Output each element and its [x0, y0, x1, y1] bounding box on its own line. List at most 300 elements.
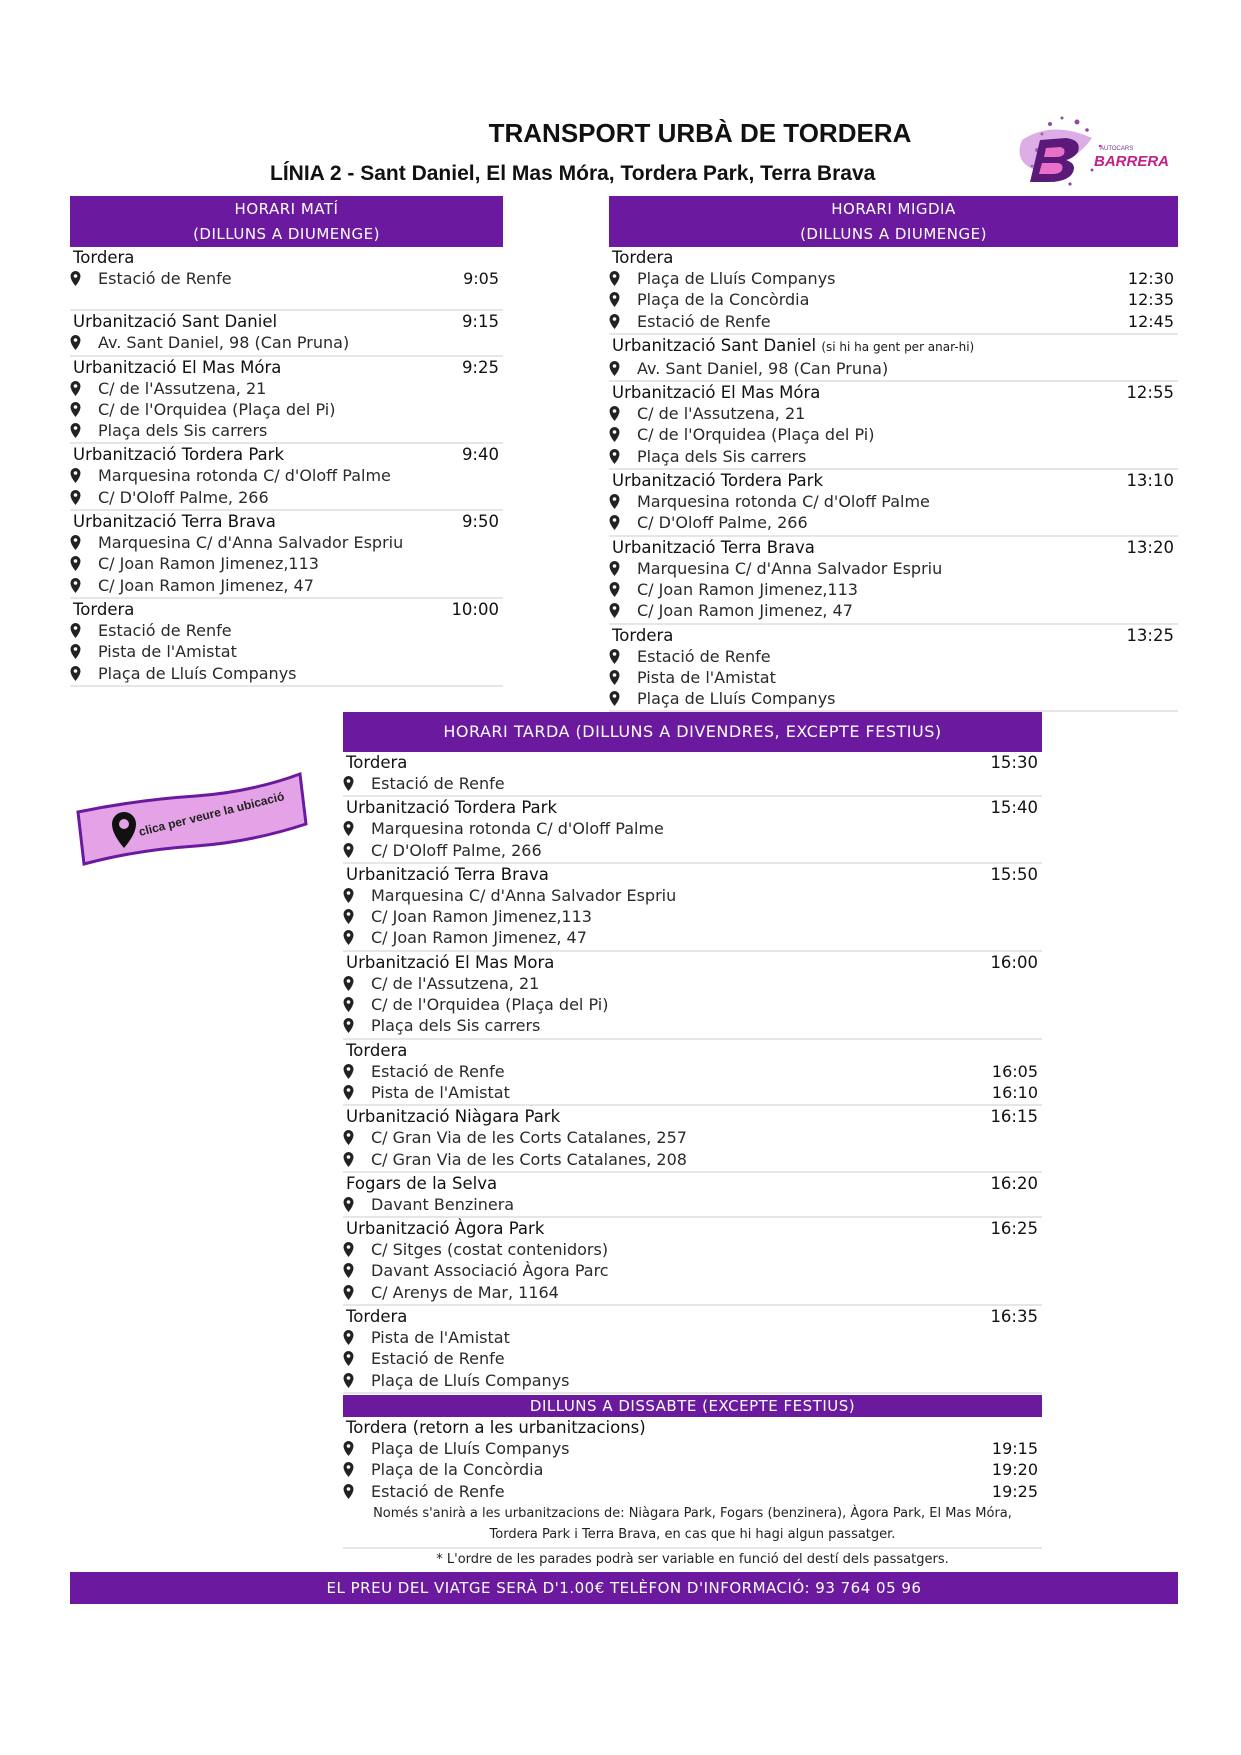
- stop-row: [343, 1015, 1042, 1036]
- stop-name: C/ D'Oloff Palme, 266: [371, 840, 542, 860]
- group-header: [343, 1417, 1042, 1438]
- stop-row: [343, 1438, 1042, 1459]
- stop-time: [1038, 973, 1042, 994]
- stop-row: [70, 399, 503, 420]
- stop-time: [1038, 818, 1042, 839]
- stop-time: [1038, 1260, 1042, 1281]
- stop-time: [499, 465, 503, 486]
- stop-row: [70, 575, 503, 596]
- location-pin-icon: [609, 271, 620, 286]
- line-subtitle: LÍNIA 2 - Sant Daniel, El Mas Móra, Tordera Park, Terra Brava: [270, 162, 876, 185]
- stop-name: Av. Sant Daniel, 98 (Can Pruna): [98, 333, 350, 353]
- location-pin-icon: [343, 1197, 354, 1212]
- group-time: 13:20: [1126, 537, 1174, 557]
- location-pin-icon: [343, 1242, 354, 1257]
- stop-time: [499, 378, 503, 399]
- stop-row: [343, 927, 1042, 948]
- group-header: [609, 382, 1178, 403]
- stop-name: Plaça de Lluís Companys: [637, 269, 836, 288]
- stop-row: [70, 465, 503, 486]
- location-pin-icon: [343, 1441, 354, 1456]
- group-time: 15:40: [990, 798, 1038, 818]
- stop-time: 19:15: [991, 1438, 1038, 1458]
- stop-time: [1038, 1282, 1042, 1303]
- group-name: Tordera: [73, 599, 135, 619]
- stop-row: [609, 424, 1178, 445]
- location-pin-icon: [609, 406, 620, 421]
- location-pin-icon: [343, 1152, 354, 1167]
- stop-name: Plaça dels Sis carrers: [637, 446, 807, 466]
- stop-name: Marquesina rotonda C/ d'Oloff Palme: [637, 492, 930, 512]
- stop-group: [343, 1106, 1042, 1173]
- stop-time: 19:20: [991, 1460, 1038, 1480]
- stop-time: 12:35: [1127, 290, 1174, 310]
- stop-name: C/ de l'Assutzena, 21: [637, 404, 806, 424]
- group-name: Urbanització Tordera Park: [73, 445, 285, 465]
- location-pin-icon: [609, 603, 620, 618]
- horari-migdia-header: [609, 196, 1178, 247]
- stop-group: [609, 382, 1178, 470]
- stop-time: [1174, 512, 1178, 533]
- stop-row: [609, 446, 1178, 467]
- stop-name: C/ de l'Orquidea (Plaça del Pi): [637, 425, 875, 445]
- stop-row: [343, 1282, 1042, 1303]
- stop-row: [343, 1459, 1042, 1480]
- stop-time: [1038, 1239, 1042, 1260]
- location-pin-icon: [70, 381, 81, 396]
- stop-time: [499, 487, 503, 508]
- location-pin-icon: [609, 314, 620, 329]
- stop-name: Plaça de Lluís Companys: [637, 689, 836, 709]
- stop-time: [1174, 646, 1178, 667]
- stop-group: [609, 470, 1178, 537]
- group-name: Urbanització El Mas Móra: [612, 383, 821, 403]
- location-pin-icon: [343, 976, 354, 991]
- stop-time: [1038, 1370, 1042, 1391]
- stop-name: Estació de Renfe: [637, 311, 771, 331]
- stop-row: [609, 688, 1178, 709]
- stop-name: Pista de l'Amistat: [98, 642, 237, 662]
- stop-group: [343, 1306, 1042, 1394]
- stop-group: [343, 1173, 1042, 1218]
- stop-row: [70, 641, 503, 662]
- stop-name: Plaça de la Concòrdia: [637, 290, 810, 310]
- location-pin-icon: [609, 427, 620, 442]
- stop-time: 9:05: [463, 269, 499, 288]
- stop-row: [609, 579, 1178, 600]
- stop-time: [1038, 1348, 1042, 1369]
- group-time: 13:10: [1126, 471, 1174, 491]
- stop-group: [70, 311, 503, 356]
- stop-time: [1038, 1194, 1042, 1215]
- stop-name: Estació de Renfe: [98, 620, 232, 640]
- location-pin-icon: [70, 423, 81, 438]
- horari-tarda-panel: [343, 712, 1042, 1570]
- mati-groups: [70, 247, 503, 687]
- stop-name: Av. Sant Daniel, 98 (Can Pruna): [637, 358, 889, 378]
- group-header: [343, 1040, 1042, 1061]
- group-name: Urbanització Terra Brava: [612, 537, 815, 557]
- stop-row: [70, 332, 503, 353]
- stop-row: [343, 1127, 1042, 1148]
- header-title: HORARI MATÍ: [234, 199, 339, 218]
- stop-time: 16:10: [991, 1082, 1038, 1102]
- logo-small-text: AUTOCARS: [1100, 146, 1134, 152]
- location-pin-icon: [609, 515, 620, 530]
- location-pin-icon: [343, 1285, 354, 1300]
- stop-name: Estació de Renfe: [98, 269, 232, 288]
- stop-time: [499, 553, 503, 574]
- barrera-logo: [982, 110, 1172, 192]
- stop-row: [343, 1327, 1042, 1348]
- stop-name: Estació de Renfe: [371, 1481, 505, 1501]
- location-pin-icon: [70, 556, 81, 571]
- group-header: [343, 1106, 1042, 1127]
- logo-name: BARRERA: [1094, 153, 1169, 170]
- stop-row: [343, 818, 1042, 839]
- location-pin-icon: [343, 997, 354, 1012]
- stop-name: Davant Associació Àgora Parc: [371, 1261, 609, 1281]
- group-time: 15:50: [990, 864, 1038, 884]
- stop-time: [1038, 1015, 1042, 1036]
- group-time: [1174, 335, 1178, 358]
- stop-row: [609, 358, 1178, 379]
- stop-name: C/ Gran Via de les Corts Catalanes, 208: [371, 1149, 687, 1169]
- location-pin-icon: [343, 1018, 354, 1033]
- group-time: 9:25: [461, 357, 499, 377]
- stop-time: [1038, 1149, 1042, 1170]
- stop-row: [70, 663, 503, 684]
- stop-name: Estació de Renfe: [371, 1349, 505, 1369]
- stop-name: C/ de l'Orquidea (Plaça del Pi): [371, 995, 609, 1015]
- stop-time: [1174, 424, 1178, 445]
- stop-name: C/ D'Oloff Palme, 266: [637, 513, 808, 533]
- stop-row: [343, 973, 1042, 994]
- stop-time: [499, 332, 503, 353]
- group-name: Urbanització Terra Brava: [346, 864, 549, 884]
- stop-row: [70, 378, 503, 399]
- stop-group: [70, 599, 503, 687]
- location-pin-icon: [70, 666, 81, 681]
- group-time: 12:55: [1126, 383, 1174, 403]
- page-title: TRANSPORT URBÀ DE TORDERA: [488, 118, 912, 148]
- map-tag-label: clica per veure la ubicació: [137, 789, 286, 839]
- group-header: [343, 1173, 1042, 1194]
- stop-group: [70, 511, 503, 599]
- stop-row: [609, 667, 1178, 688]
- stop-name: C/ Joan Ramon Jimenez, 47: [98, 575, 314, 595]
- location-pin-icon: [70, 271, 81, 286]
- group-name: Tordera: [346, 753, 408, 772]
- stop-time: 12:45: [1127, 311, 1174, 331]
- location-pin-icon: [70, 468, 81, 483]
- stop-name: C/ D'Oloff Palme, 266: [98, 487, 269, 507]
- group-header: [343, 752, 1042, 773]
- stop-name: Pista de l'Amistat: [637, 667, 776, 687]
- stop-row: [70, 420, 503, 441]
- stop-row: [343, 994, 1042, 1015]
- stop-row: [343, 1481, 1042, 1502]
- group-header: [343, 952, 1042, 973]
- group-header: [70, 444, 503, 465]
- stop-group: [70, 444, 503, 511]
- stop-time: [1174, 403, 1178, 424]
- stop-row: [609, 491, 1178, 512]
- stop-group: [609, 537, 1178, 625]
- stop-name: C/ de l'Assutzena, 21: [98, 378, 267, 398]
- stop-time: [1038, 927, 1042, 948]
- stop-time: [1038, 885, 1042, 906]
- stop-row: [609, 311, 1178, 332]
- stop-row: [609, 558, 1178, 579]
- stop-name: Marquesina C/ d'Anna Salvador Espriu: [98, 533, 404, 553]
- stop-name: Estació de Renfe: [637, 646, 771, 666]
- stop-row: [609, 600, 1178, 621]
- location-pin-icon: [609, 691, 620, 706]
- location-pin-icon: [343, 843, 354, 858]
- group-name: Tordera (retorn a les urbanitzacions): [346, 1417, 646, 1437]
- location-pin-icon: [343, 930, 354, 945]
- location-pin-icon: [343, 1064, 354, 1079]
- map-location-link[interactable]: [76, 770, 308, 868]
- stop-time: [1038, 994, 1042, 1015]
- stop-group: [343, 952, 1042, 1040]
- group-time: 16:25: [990, 1219, 1038, 1239]
- horari-tarda-header: HORARI TARDA (DILLUNS A DIVENDRES, EXCEPTE FESTIUS): [343, 712, 1042, 752]
- stop-name: C/ Joan Ramon Jimenez, 47: [371, 928, 587, 948]
- note-line-2: Tordera Park i Terra Brava, en cas que hi hagi algun passatger.: [489, 1526, 896, 1542]
- horari-mati-header: [70, 196, 503, 247]
- group-header: [343, 864, 1042, 885]
- stop-time: 12:30: [1127, 269, 1174, 288]
- location-pin-icon: [70, 490, 81, 505]
- stop-time: [499, 532, 503, 553]
- stop-group: [343, 864, 1042, 952]
- location-pin-icon: [343, 1462, 354, 1477]
- group-time: 9:15: [461, 312, 499, 332]
- stop-row: [343, 1348, 1042, 1369]
- group-header: [609, 335, 1178, 358]
- group-name: Tordera: [346, 1307, 408, 1327]
- stop-row: [609, 646, 1178, 667]
- group-header: [343, 797, 1042, 818]
- group-header: [70, 357, 503, 378]
- group-name: Urbanització Niàgara Park: [346, 1107, 561, 1127]
- stop-row: [609, 403, 1178, 424]
- note-line-3: * L'ordre de les parades podrà ser variable en funció del destí dels passatgers.: [343, 1547, 1042, 1570]
- group-name: Urbanització Sant Daniel: [612, 335, 817, 355]
- location-pin-icon: [343, 1373, 354, 1388]
- stop-row: [343, 1260, 1042, 1281]
- group-name: Tordera: [612, 625, 674, 645]
- dissabte-header: DILLUNS A DISSABTE (EXCEPTE FESTIUS): [343, 1395, 1042, 1417]
- stop-name: C/ Arenys de Mar, 1164: [371, 1282, 559, 1302]
- stop-time: [499, 620, 503, 641]
- group-name: Tordera: [73, 248, 135, 267]
- location-pin-icon: [70, 335, 81, 350]
- dissabte-group: [343, 1417, 1042, 1503]
- group-time: 15:30: [990, 753, 1038, 772]
- group-name: Urbanització El Mas Mora: [346, 952, 555, 972]
- stop-group: [343, 752, 1042, 797]
- stop-name: Davant Benzinera: [371, 1194, 515, 1214]
- stop-time: [1038, 906, 1042, 927]
- tarda-groups: [343, 752, 1042, 1394]
- horari-migdia-panel: [609, 196, 1178, 712]
- location-pin-icon: [609, 649, 620, 664]
- notes: [343, 1503, 1042, 1570]
- stop-time: [1174, 491, 1178, 512]
- stop-row: [70, 553, 503, 574]
- stop-row: [70, 532, 503, 553]
- group-name: Urbanització Àgora Park: [346, 1219, 545, 1239]
- location-pin-icon: [343, 909, 354, 924]
- location-pin-icon: [343, 1351, 354, 1366]
- stop-name: Marquesina rotonda C/ d'Oloff Palme: [98, 466, 391, 486]
- location-pin-icon: [609, 361, 620, 376]
- stop-name: Plaça de Lluís Companys: [371, 1370, 570, 1390]
- group-name: Fogars de la Selva: [346, 1173, 498, 1193]
- stop-name: Plaça dels Sis carrers: [371, 1016, 541, 1036]
- stop-row: [343, 906, 1042, 927]
- footer-bar: EL PREU DEL VIATGE SERÀ D'1.00€ TELÈFON D'INFORMACIÓ: 93 764 05 96: [70, 1572, 1178, 1604]
- stop-time: [499, 575, 503, 596]
- stop-group: [609, 247, 1178, 335]
- stop-time: [1174, 688, 1178, 709]
- stop-name: C/ Joan Ramon Jimenez,113: [637, 579, 858, 599]
- location-pin-icon: [343, 1085, 354, 1100]
- stop-time: [1174, 667, 1178, 688]
- stop-time: 16:05: [991, 1061, 1038, 1081]
- stop-name: C/ Gran Via de les Corts Catalanes, 257: [371, 1128, 687, 1148]
- location-pin-icon: [70, 578, 81, 593]
- stop-time: 19:25: [991, 1481, 1038, 1501]
- stop-name: Marquesina C/ d'Anna Salvador Espriu: [371, 885, 677, 905]
- location-pin-icon: [343, 821, 354, 836]
- stop-row: [609, 289, 1178, 310]
- location-pin-icon: [343, 1130, 354, 1145]
- stop-name: C/ de l'Orquidea (Plaça del Pi): [98, 399, 336, 419]
- group-header: [343, 1306, 1042, 1327]
- stop-name: C/ Joan Ramon Jimenez,113: [371, 907, 592, 927]
- stop-time: [1174, 358, 1178, 379]
- stop-time: [1038, 1327, 1042, 1348]
- location-pin-icon: [343, 1330, 354, 1345]
- stop-row: [343, 885, 1042, 906]
- location-pin-icon: [343, 1484, 354, 1499]
- stop-row: [343, 1149, 1042, 1170]
- group-time: 9:50: [461, 512, 499, 532]
- stop-time: [1174, 579, 1178, 600]
- group-time: 16:00: [990, 952, 1038, 972]
- group-note: (si hi ha gent per anar-hi): [821, 339, 975, 354]
- location-pin-icon: [70, 644, 81, 659]
- group-header: [70, 311, 503, 332]
- stop-time: [1174, 558, 1178, 579]
- group-name: Urbanització Tordera Park: [346, 798, 558, 818]
- group-header: [609, 247, 1178, 268]
- stop-group: [609, 335, 1178, 382]
- stop-time: [1174, 600, 1178, 621]
- stop-row: [343, 1239, 1042, 1260]
- stop-group: [343, 1417, 1042, 1503]
- location-pin-icon: [343, 888, 354, 903]
- stop-name: Pista de l'Amistat: [371, 1082, 510, 1102]
- group-time: [499, 247, 503, 268]
- group-header: [609, 625, 1178, 646]
- location-pin-icon: [70, 402, 81, 417]
- group-name: Urbanització Terra Brava: [73, 512, 276, 532]
- group-time: 13:25: [1126, 625, 1174, 645]
- stop-name: C/ Sitges (costat contenidors): [371, 1240, 609, 1260]
- stop-name: Plaça dels Sis carrers: [98, 421, 268, 441]
- stop-row: [343, 1082, 1042, 1103]
- group-header: [609, 470, 1178, 491]
- group-name: Urbanització Tordera Park: [612, 471, 824, 491]
- location-pin-icon: [609, 670, 620, 685]
- migdia-groups: [609, 247, 1178, 712]
- stop-time: [499, 663, 503, 684]
- stop-name: Plaça de Lluís Companys: [98, 663, 297, 683]
- group-time: [1038, 1040, 1042, 1061]
- group-name: Tordera: [346, 1040, 408, 1060]
- stop-row: [70, 620, 503, 641]
- group-header: [70, 247, 503, 268]
- stop-group: [343, 1218, 1042, 1306]
- stop-time: [1038, 840, 1042, 861]
- stop-time: [1174, 446, 1178, 467]
- stop-row: [343, 840, 1042, 861]
- stop-time: [1038, 773, 1042, 794]
- location-pin-icon: [609, 561, 620, 576]
- group-name: Tordera: [612, 248, 674, 267]
- stop-group: [70, 357, 503, 445]
- stop-row: [343, 773, 1042, 794]
- group-time: 16:35: [990, 1307, 1038, 1327]
- location-pin-icon: [609, 494, 620, 509]
- stop-row: [70, 487, 503, 508]
- stop-time: [499, 641, 503, 662]
- stop-name: C/ Joan Ramon Jimenez, 47: [637, 601, 853, 621]
- location-pin-icon: [343, 1263, 354, 1278]
- group-header: [343, 1218, 1042, 1239]
- stop-row: [609, 268, 1178, 289]
- stop-row: [343, 1370, 1042, 1391]
- stop-time: [499, 420, 503, 441]
- stop-group: [70, 247, 503, 311]
- location-pin-icon: [70, 535, 81, 550]
- stop-group: [609, 625, 1178, 713]
- stop-group: [343, 1040, 1042, 1107]
- stop-name: Pista de l'Amistat: [371, 1328, 510, 1348]
- group-name: Urbanització El Mas Móra: [73, 357, 282, 377]
- group-time: 9:40: [461, 445, 499, 465]
- location-pin-icon: [343, 776, 354, 791]
- header-title: HORARI MIGDIA: [831, 199, 956, 218]
- group-header: [609, 537, 1178, 558]
- group-name: Urbanització Sant Daniel: [73, 312, 278, 332]
- location-pin-icon: [609, 449, 620, 464]
- stop-row: [70, 268, 503, 289]
- stop-name: Estació de Renfe: [371, 1061, 505, 1081]
- stop-name: C/ Joan Ramon Jimenez,113: [98, 554, 319, 574]
- group-header: [70, 511, 503, 532]
- stop-name: C/ de l'Assutzena, 21: [371, 973, 540, 993]
- header-days: (DILLUNS A DIUMENGE): [193, 224, 380, 243]
- group-time: [1038, 1417, 1042, 1438]
- group-time: 16:15: [990, 1107, 1038, 1127]
- group-time: 10:00: [451, 599, 499, 619]
